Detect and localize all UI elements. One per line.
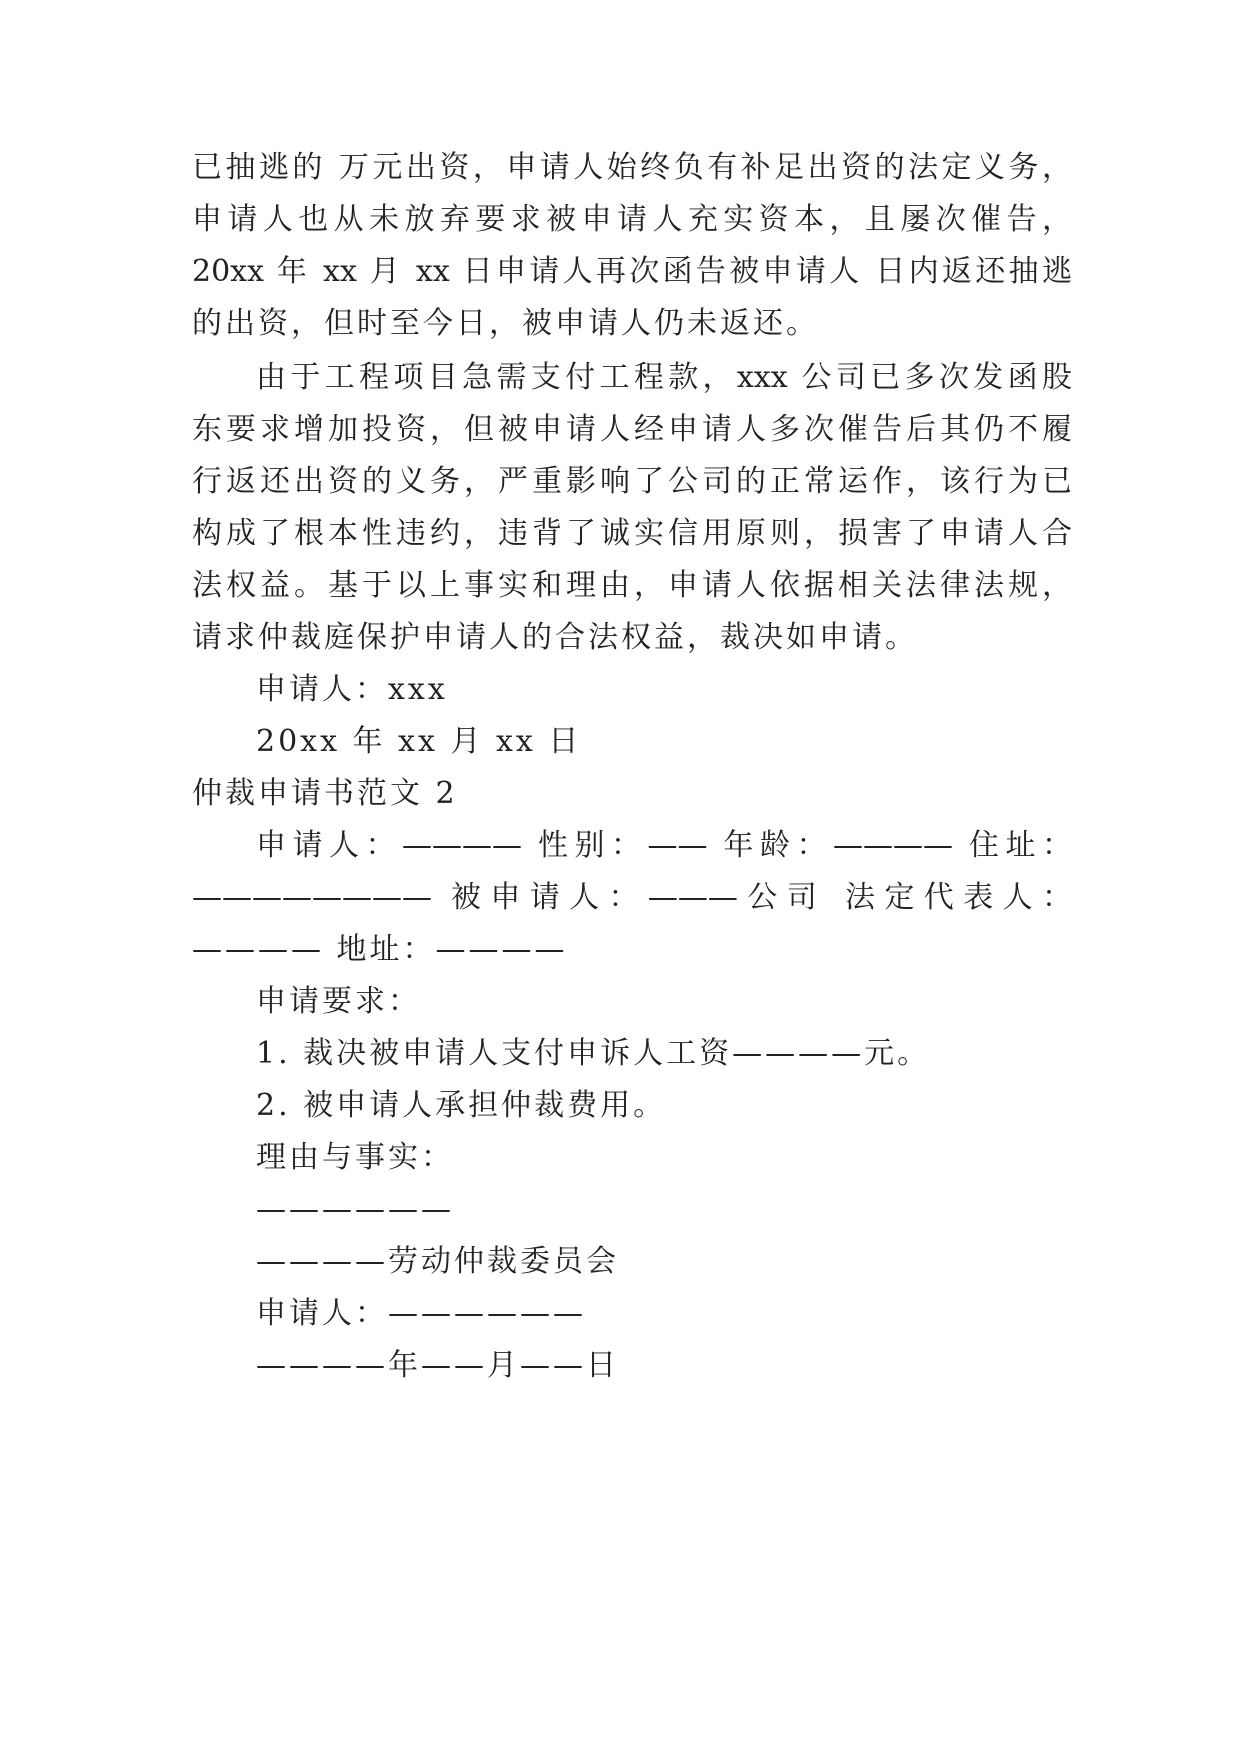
- body-line: 法权益。基于以上事实和理由，申请人依据相关法律法规，: [192, 568, 1072, 603]
- body-line: 行返还出资的义务，严重影响了公司的正常运作，该行为已: [192, 464, 1072, 499]
- form-line: 申请人：———— 性别：—— 年龄：———— 住址：: [256, 828, 1072, 863]
- section-heading: 仲裁申请书范文 2: [192, 776, 458, 811]
- body-line: 已抽逃的 万元出资，申请人始终负有补足出资的法定义务，: [192, 150, 1072, 185]
- form-line: ———————— 被申请人：———公司 法定代表人：: [192, 880, 1072, 915]
- committee-line: ————劳动仲裁委员会: [256, 1244, 619, 1279]
- body-line: 东要求增加投资，但被申请人经申请人多次催告后其仍不履: [192, 412, 1072, 447]
- reasons-heading: 理由与事实：: [256, 1140, 454, 1175]
- requests-heading: 申请要求：: [256, 984, 421, 1019]
- body-line: 20xx 年 xx 月 xx 日申请人再次函告被申请人 日内返还抽逃: [192, 254, 1072, 289]
- request-item: 2. 被申请人承担仲裁费用。: [256, 1088, 667, 1123]
- body-line: 的出资，但时至今日，被申请人仍未返还。: [192, 306, 819, 341]
- body-line: 由于工程项目急需支付工程款，xxx 公司已多次发函股: [256, 360, 1072, 395]
- form-line: ———— 地址：————: [192, 932, 568, 967]
- applicant-signature: 申请人：xxx: [256, 672, 448, 707]
- applicant-blank: 申请人：——————: [256, 1296, 586, 1331]
- body-line: 构成了根本性违约，违背了诚实信用原则，损害了申请人合: [192, 516, 1072, 551]
- body-line: 请求仲裁庭保护申请人的合法权益，裁决如申请。: [192, 620, 918, 655]
- signature-date: 20xx 年 xx 月 xx 日: [256, 724, 582, 759]
- date-blank: ————年——月——日: [256, 1348, 619, 1383]
- reasons-blank: ——————: [256, 1192, 454, 1227]
- request-item: 1. 裁决被申请人支付申诉人工资————元。: [256, 1036, 931, 1071]
- body-line: 申请人也从未放弃要求被申请人充实资本，且屡次催告，: [192, 202, 1072, 237]
